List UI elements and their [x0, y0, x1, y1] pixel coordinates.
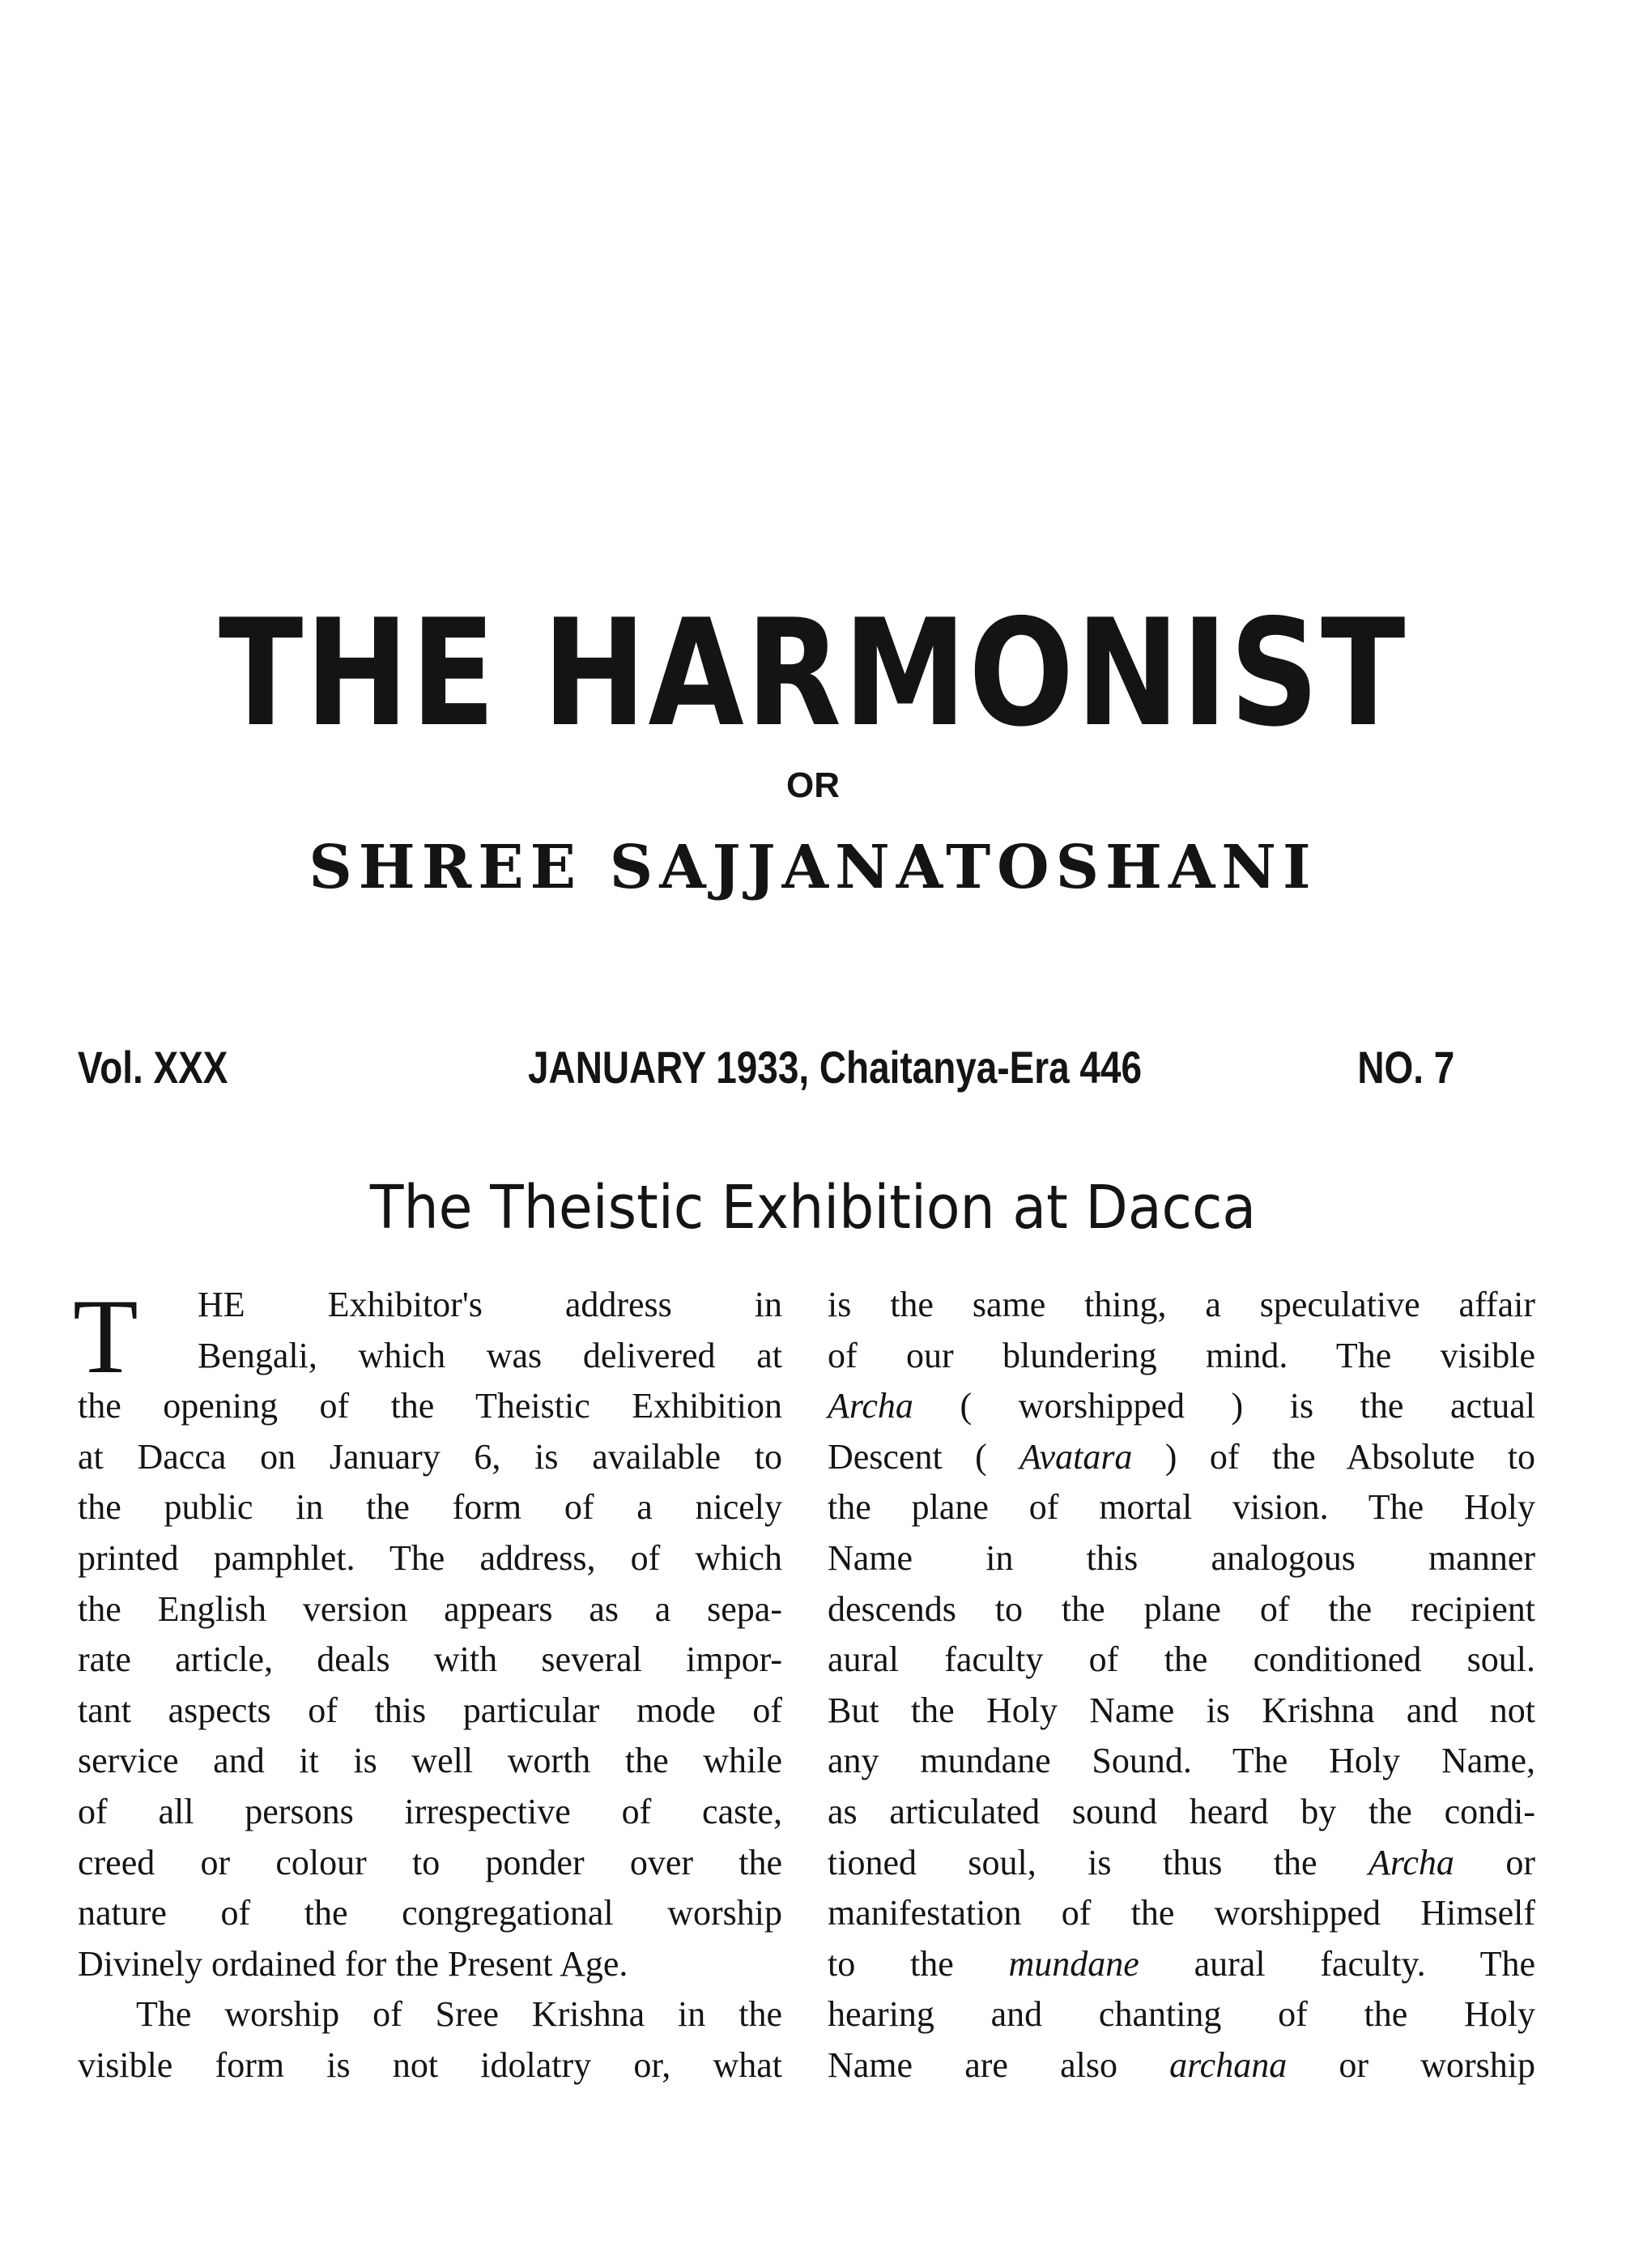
article-right-column	[828, 1280, 1535, 2091]
text-line: But the Holy Name is Krishna and not	[828, 1690, 1535, 1730]
drop-cap-block	[73, 1277, 782, 1396]
article-left-column	[73, 1277, 782, 2091]
article-title: The Theistic Exhibition at Dacca	[369, 1173, 1257, 1243]
issue-volume: Vol. XXX	[78, 1042, 228, 1093]
text-line: any mundane Sound. The Holy Name,	[828, 1741, 1535, 1781]
text-line: rate article, deals with several impor-	[78, 1639, 782, 1680]
text-line: The worship of Sree Krishna in the	[136, 1994, 782, 2035]
text-line: the plane of mortal vision. The Holy	[828, 1487, 1535, 1528]
masthead-or: OR	[786, 765, 840, 805]
text-line: aural faculty of the conditioned soul.	[828, 1639, 1535, 1680]
text-line: Divinely ordained for the Present Age.	[78, 1943, 628, 1984]
text-line: Archa ( worshipped ) is the actual	[828, 1386, 1535, 1426]
masthead-title: THE HARMONIST	[219, 587, 1407, 759]
text-line: as articulated sound heard by the condi-	[828, 1791, 1535, 1831]
text-line: Name are also archana or worship	[828, 2044, 1535, 2085]
text-line: Bengali, which was delivered at	[198, 1335, 782, 1375]
text-line: is the same thing, a speculative affair	[828, 1285, 1535, 1324]
text-line: hearing and chanting of the Holy	[828, 1994, 1535, 2035]
text-line: at Dacca on January 6, is available to	[78, 1436, 782, 1477]
text-line: Descent ( Avatara ) of the Absolute to	[828, 1436, 1536, 1477]
text-line: Name in this analogous manner	[828, 1537, 1535, 1578]
text-line: nature of the congregational worship	[78, 1893, 782, 1933]
text-line: of our blundering mind. The visible	[828, 1335, 1535, 1375]
drop-cap: T	[73, 1277, 138, 1396]
text-line: the English version appears as a sepa-	[78, 1588, 782, 1629]
masthead-subtitle: SHREE SAJJANATOSHANI	[309, 833, 1317, 902]
text-line: tant aspects of this particular mode of	[78, 1690, 782, 1730]
text-line: service and it is well worth the while	[78, 1741, 782, 1781]
text-line: the opening of the Theistic Exhibition	[78, 1386, 782, 1426]
issue-number: NO. 7	[1357, 1042, 1454, 1093]
text-line: descends to the plane of the recipient	[828, 1588, 1535, 1629]
text-line: HE Exhibitor's address in	[198, 1285, 782, 1324]
text-line: the public in the form of a nicely	[78, 1487, 782, 1528]
text-line: creed or colour to ponder over the	[78, 1842, 782, 1882]
text-line: manifestation of the worshipped Himself	[828, 1893, 1535, 1933]
text-line: printed pamphlet. The address, of which	[78, 1537, 782, 1578]
issue-date: JANUARY 1933, Chaitanya-Era 446	[528, 1042, 1143, 1093]
text-line: visible form is not idolatry or, what	[78, 2044, 782, 2085]
text-line: tioned soul, is thus the Archa or	[828, 1842, 1536, 1882]
text-line: to the mundane aural faculty. The	[828, 1943, 1535, 1984]
text-line: of all persons irrespective of caste,	[78, 1791, 782, 1831]
